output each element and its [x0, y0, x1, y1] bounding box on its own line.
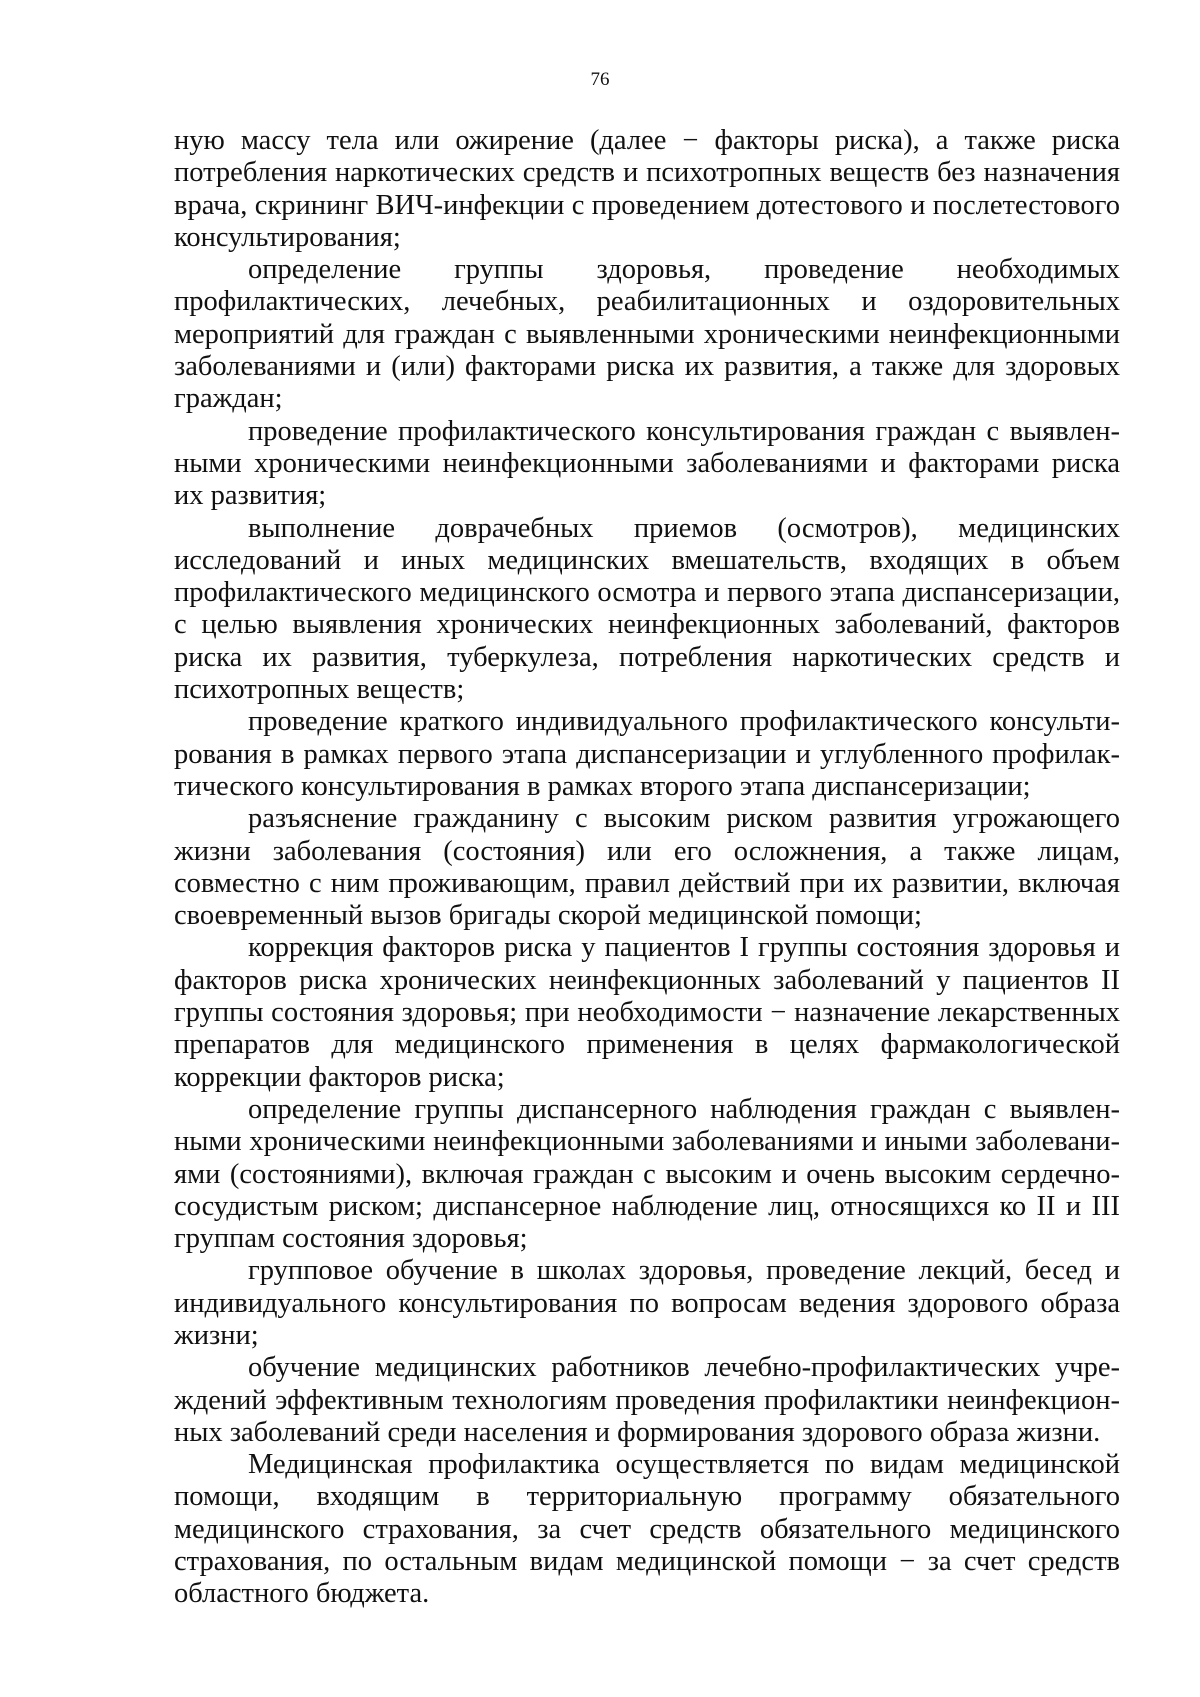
paragraph: обучение медицинских работников лечебно-профилактических учреждений эффективным технологиям проведения профилактики неинфекционных заболеваний среди населения и формирования здорового образа жизни.	[174, 1352, 1120, 1448]
paragraph: Медицинская профилактика осуществляется по видам медицинской помощи, входящим в территориальную программу обязательного медицинского страхования, за счет средств обязательного медицинского страхования, по остальным видам медицинской помощи − за счет средств областного бюджета.	[174, 1449, 1120, 1610]
paragraph: определение группы диспансерного наблюдения граждан с выявленными хроническими неинфекционными заболеваниями и иными заболеваниями (состояниями), включая граждан с высоким и очень высоким сердечнососудистым риском; диспансерное наблюдение лиц, относящихся ко II и III группам состояния здоровья;	[174, 1093, 1120, 1255]
paragraph: проведение профилактического консультирования граждан с выявленными хроническими неинфекционными заболеваниями и факторами риска их развития;	[174, 415, 1120, 512]
paragraph: ную массу тела или ожирение (далее − факторы риска), а также риска потребления наркотических средств и психотропных веществ без назначения врача, скрининг ВИЧ-инфекции с проведением дотестового и послетестового консультирования;	[174, 125, 1120, 253]
paragraph: проведение краткого индивидуального профилактического консультирования в рамках первого этапа диспансеризации и углубленного профилактического консультирования в рамках второго этапа диспансеризации;	[174, 706, 1120, 802]
paragraph: выполнение доврачебных приемов (осмотров), медицинских исследований и иных медицинских вмешательств, входящих в объем профилактического медицинского осмотра и первого этапа диспансеризации, с целью выявления хронических неинфекционных заболеваний, факторов риска их развития, туберкулеза, потребления наркотических средств и психотропных веществ;	[174, 512, 1120, 706]
paragraph: коррекция факторов риска у пациентов I группы состояния здоровья и факторов риска хронических неинфекционных заболеваний у пациентов II группы состояния здоровья; при необходимости − назначение лекарственных препаратов для медицинского применения в целях фармакологической коррекции факторов риска;	[174, 932, 1120, 1093]
paragraph: определение группы здоровья, проведение необходимых профилактических, лечебных, реабилитационных и оздоровительных мероприятий для граждан с выявленными хроническими неинфекционными заболеваниями и (или) факторами риска их развития, а также для здоровых граждан;	[174, 254, 1120, 415]
paragraph: разъяснение гражданину с высоким риском развития угрожающего жизни заболевания (состояния) или его осложнения, а также лицам, совместно с ним проживающим, правил действий при их развитии, включая своевременный вызов бригады скорой медицинской помощи;	[174, 803, 1120, 932]
paragraph: групповое обучение в школах здоровья, проведение лекций, бесед и индивидуального консультирования по вопросам ведения здорового образа жизни;	[174, 1255, 1120, 1351]
document-body	[174, 125, 1120, 1611]
page-number: 76	[590, 69, 610, 90]
